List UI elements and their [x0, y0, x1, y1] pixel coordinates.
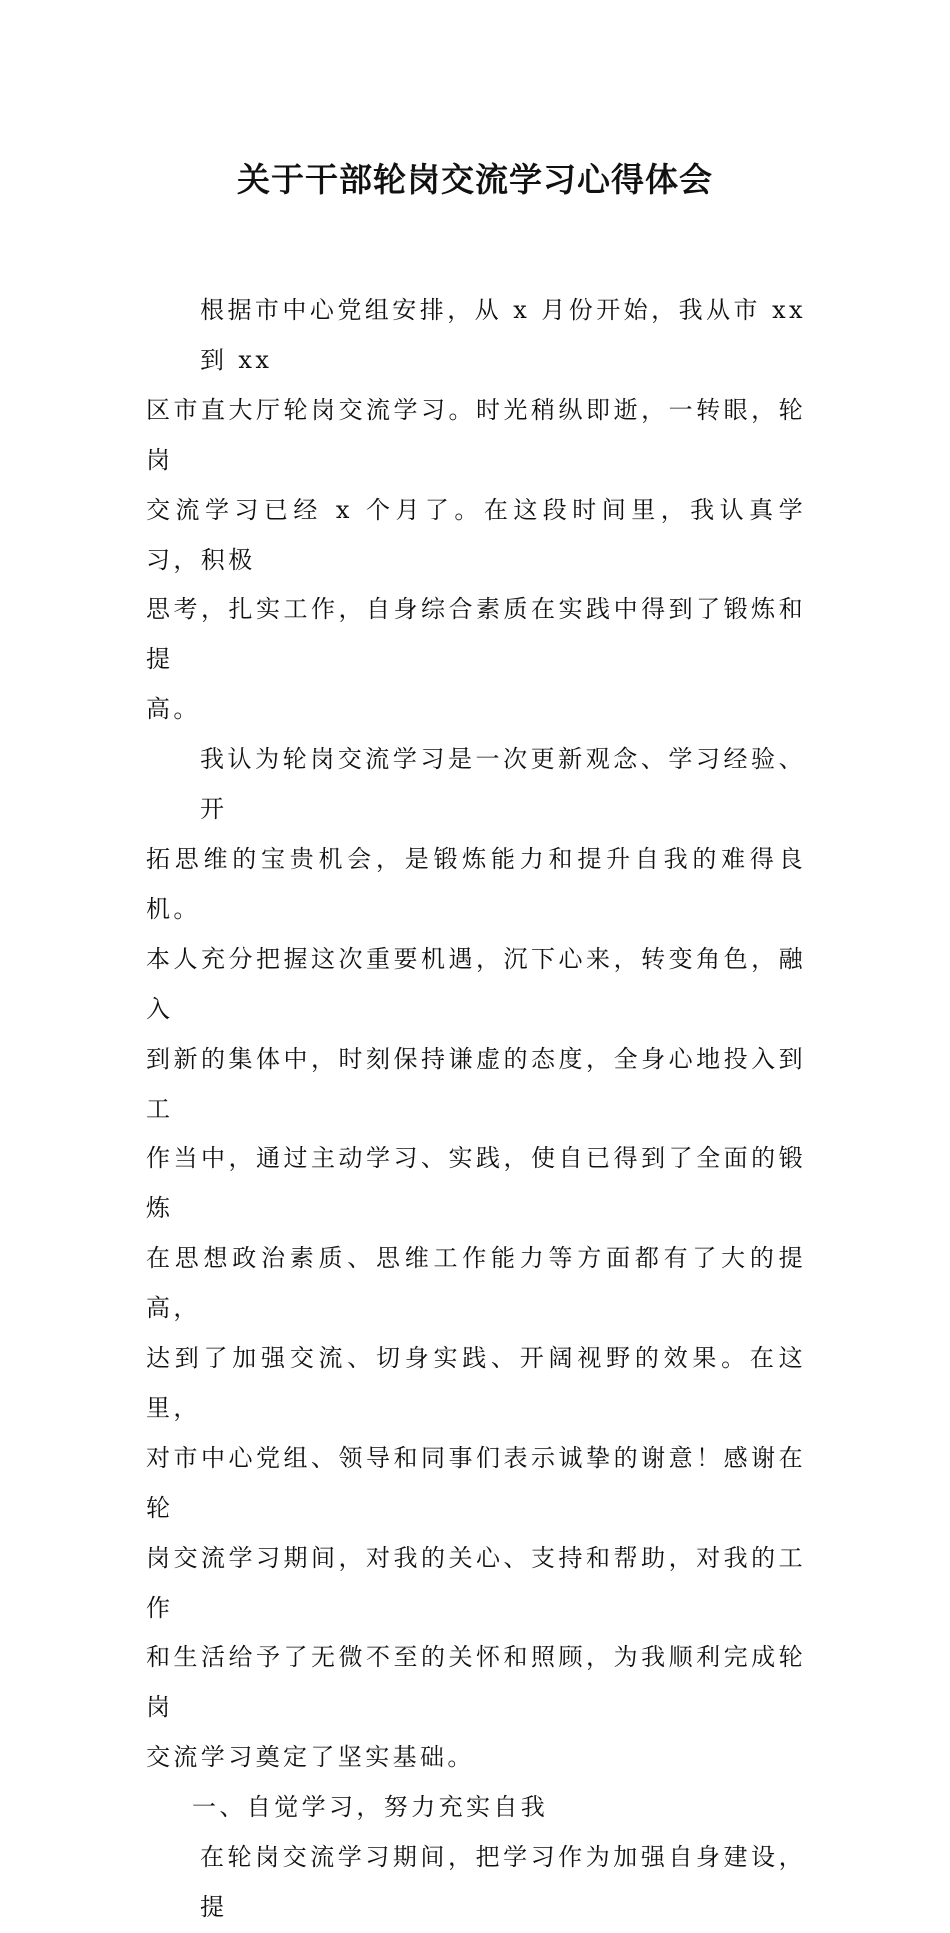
text-line: 在思想政治素质、思维工作能力等方面都有了大的提高， [146, 1244, 806, 1323]
text-line: 拓思维的宝贵机会，是锻炼能力和提升自我的难得良机。 [146, 844, 806, 923]
text-line: 作当中，通过主动学习、实践，使自已得到了全面的锻炼 [146, 1144, 806, 1223]
text-line: 到新的集体中，时刻保持谦虚的态度，全身心地投入到工 [146, 1044, 806, 1123]
text-line: 根据市中心党组安排，从 x 月份开始，我从市 xx 到 xx [200, 296, 806, 374]
document-title: 关于干部轮岗交流学习心得体会 [237, 160, 713, 199]
text-line: 岗交流学习期间，对我的关心、支持和帮助，对我的工作 [146, 1543, 806, 1622]
text-line: 交流学习已经 x 个月了。在这段时间里，我认真学习，积极 [146, 495, 806, 574]
section-heading-text: 一、自觉学习，努力充实自我 [192, 1793, 549, 1822]
text-line: 交流学习奠定了坚实基础。 [146, 1743, 475, 1772]
document-body [146, 286, 806, 1933]
text-line: 区市直大厅轮岗交流学习。时光稍纵即逝，一转眼，轮岗 [146, 395, 806, 474]
paragraph-1 [146, 286, 806, 735]
text-line: 达到了加强交流、切身实践、开阔视野的效果。在这里， [146, 1344, 806, 1422]
paragraph-2 [146, 735, 806, 1783]
text-line: 对市中心党组、领导和同事们表示诚挚的谢意！感谢在轮 [146, 1443, 806, 1522]
section-heading [146, 1783, 806, 1833]
text-line: 思考，扎实工作，自身综合素质在实践中得到了锻炼和提 [146, 595, 806, 674]
text-line: 和生活给予了无微不至的关怀和照顾，为我顺利完成轮岗 [146, 1643, 806, 1722]
text-line: 本人充分把握这次重要机遇，沉下心来，转变角色，融入 [146, 944, 806, 1023]
paragraph-3 [146, 1833, 806, 1933]
text-line: 我认为轮岗交流学习是一次更新观念、学习经验、开 [200, 745, 806, 824]
text-line: 在轮岗交流学习期间，把学习作为加强自身建设，提 [200, 1843, 806, 1921]
text-line: 高。 [146, 695, 201, 724]
